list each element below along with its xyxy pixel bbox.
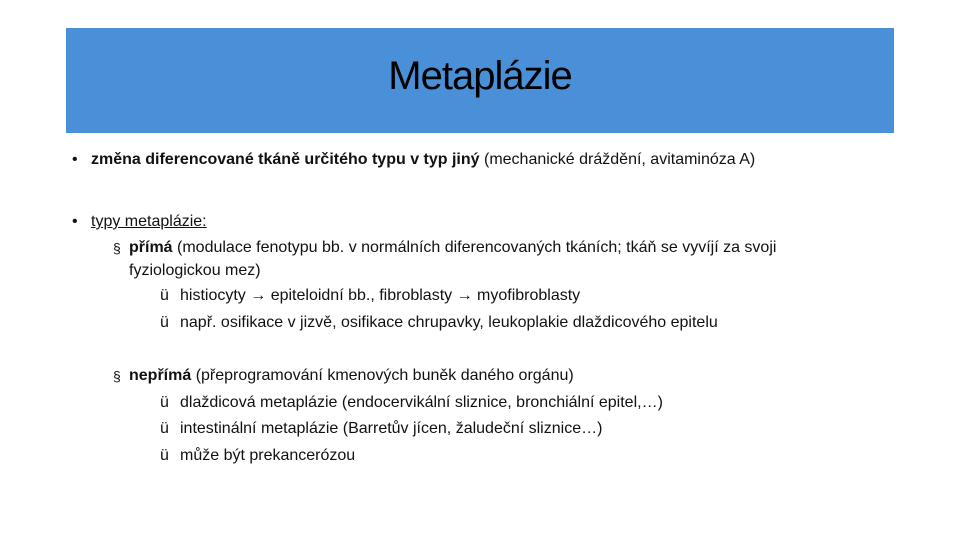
indirect-example: může být prekancerózou: [180, 447, 356, 464]
types-heading: typy metaplázie:: [91, 213, 207, 230]
sub-bullet-mark: §: [113, 240, 121, 256]
check-icon: ü: [160, 314, 169, 331]
indirect-example: intestinální metaplázie (Barretův jícen, žaludeční sliznice…): [180, 420, 603, 437]
direct-example: např. osifikace v jizvě, osifikace chrupavky, leukoplakie dlaždicového epitelu: [180, 314, 718, 331]
check-icon: ü: [160, 447, 169, 464]
direct-continuation: fyziologickou mez): [129, 262, 261, 279]
indirect-rest: (přeprogramování kmenových buněk daného orgánu): [191, 367, 574, 384]
sub-bullet-mark: §: [113, 368, 121, 384]
check-icon: ü: [160, 420, 169, 437]
indirect-example: dlaždicová metaplázie (endocervikální sliznice, bronchiální epitel,…): [180, 394, 663, 411]
direct-type: [129, 238, 776, 258]
bullet-mark: •: [72, 213, 78, 230]
direct-example: histiocyty → epiteloidní bb., fibroblasty → myofibroblasty: [180, 287, 581, 304]
indirect-type: [129, 366, 574, 386]
indirect-bold: nepřímá: [129, 367, 192, 384]
bullet-definition: [91, 150, 755, 170]
check-icon: ü: [160, 394, 169, 411]
slide-title: Metaplázie: [388, 54, 572, 98]
definition-rest: (mechanické dráždění, avitaminóza A): [479, 151, 756, 168]
direct-rest: (modulace fenotypu bb. v normálních diferencovaných tkáních; tkáň se vyvíjí za svoji: [172, 239, 777, 256]
bullet-mark: •: [72, 151, 78, 168]
check-icon: ü: [160, 287, 169, 304]
definition-bold: změna diferencované tkáně určitého typu v typ jiný: [91, 151, 480, 168]
direct-bold: přímá: [129, 239, 173, 256]
